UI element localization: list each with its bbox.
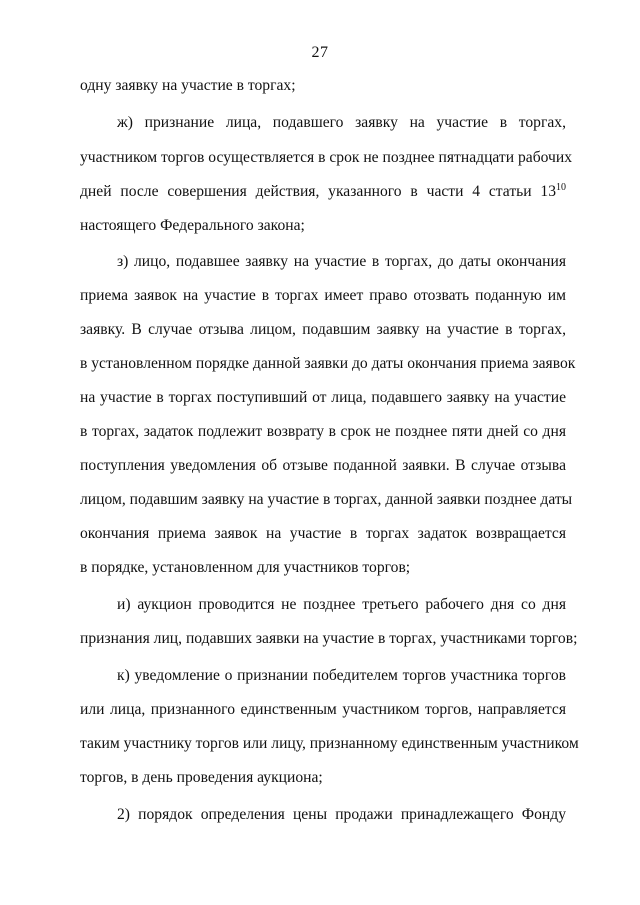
text-line: окончания приема заявок на участие в торгах задаток возвращается <box>80 525 566 542</box>
text-line: в установленном порядке данной заявки до даты окончания приема заявок <box>80 355 576 372</box>
text-line: в порядке, установленном для участников торгов; <box>80 559 411 576</box>
text-line: участником торгов осуществляется в срок не позднее пятнадцати рабочих <box>80 149 573 166</box>
text-line: лицом, подавшим заявку на участие в торгах, данной заявки позднее даты <box>80 491 573 508</box>
page-number: 27 <box>311 44 329 61</box>
superscript-index: 10 <box>556 182 566 193</box>
text-line <box>80 182 566 202</box>
text-line: к) уведомление о признании победителем торгов участника торгов <box>117 667 566 684</box>
text-line: или лица, признанного единственным участником торгов, направляется <box>80 701 566 718</box>
text-line: и) аукцион проводится не позднее третьего рабочего дня со дня <box>117 596 566 613</box>
text-line: признания лиц, подавших заявки на участие в торгах, участниками торгов; <box>80 630 578 647</box>
text-line: приема заявок на участие в торгах имеет право отозвать поданную им <box>80 287 566 304</box>
text-line: з) лицо, подавшее заявку на участие в торгах, до даты окончания <box>117 253 566 270</box>
text-line: таким участнику торгов или лицу, признанному единственным участником <box>80 735 579 752</box>
text-line: ж) признание лица, подавшего заявку на участие в торгах, <box>117 114 566 131</box>
text-line: настоящего Федерального закона; <box>80 217 305 234</box>
text-line: на участие в торгах поступивший от лица, подавшего заявку на участие <box>80 389 566 406</box>
text-line: в торгах, задаток подлежит возврату в срок не позднее пяти дней со дня <box>80 423 566 440</box>
text-line: 2) порядок определения цены продажи принадлежащего Фонду <box>117 806 566 823</box>
text-line: поступления уведомления об отзыве поданной заявки. В случае отзыва <box>80 457 566 474</box>
text-line: одну заявку на участие в торгах; <box>80 77 296 94</box>
text-line: торгов, в день проведения аукциона; <box>80 769 323 786</box>
text-line: заявку. В случае отзыва лицом, подавшим заявку на участие в торгах, <box>80 321 566 338</box>
text-line-main: дней после совершения действия, указанного в части 4 статьи 13 <box>80 183 556 200</box>
